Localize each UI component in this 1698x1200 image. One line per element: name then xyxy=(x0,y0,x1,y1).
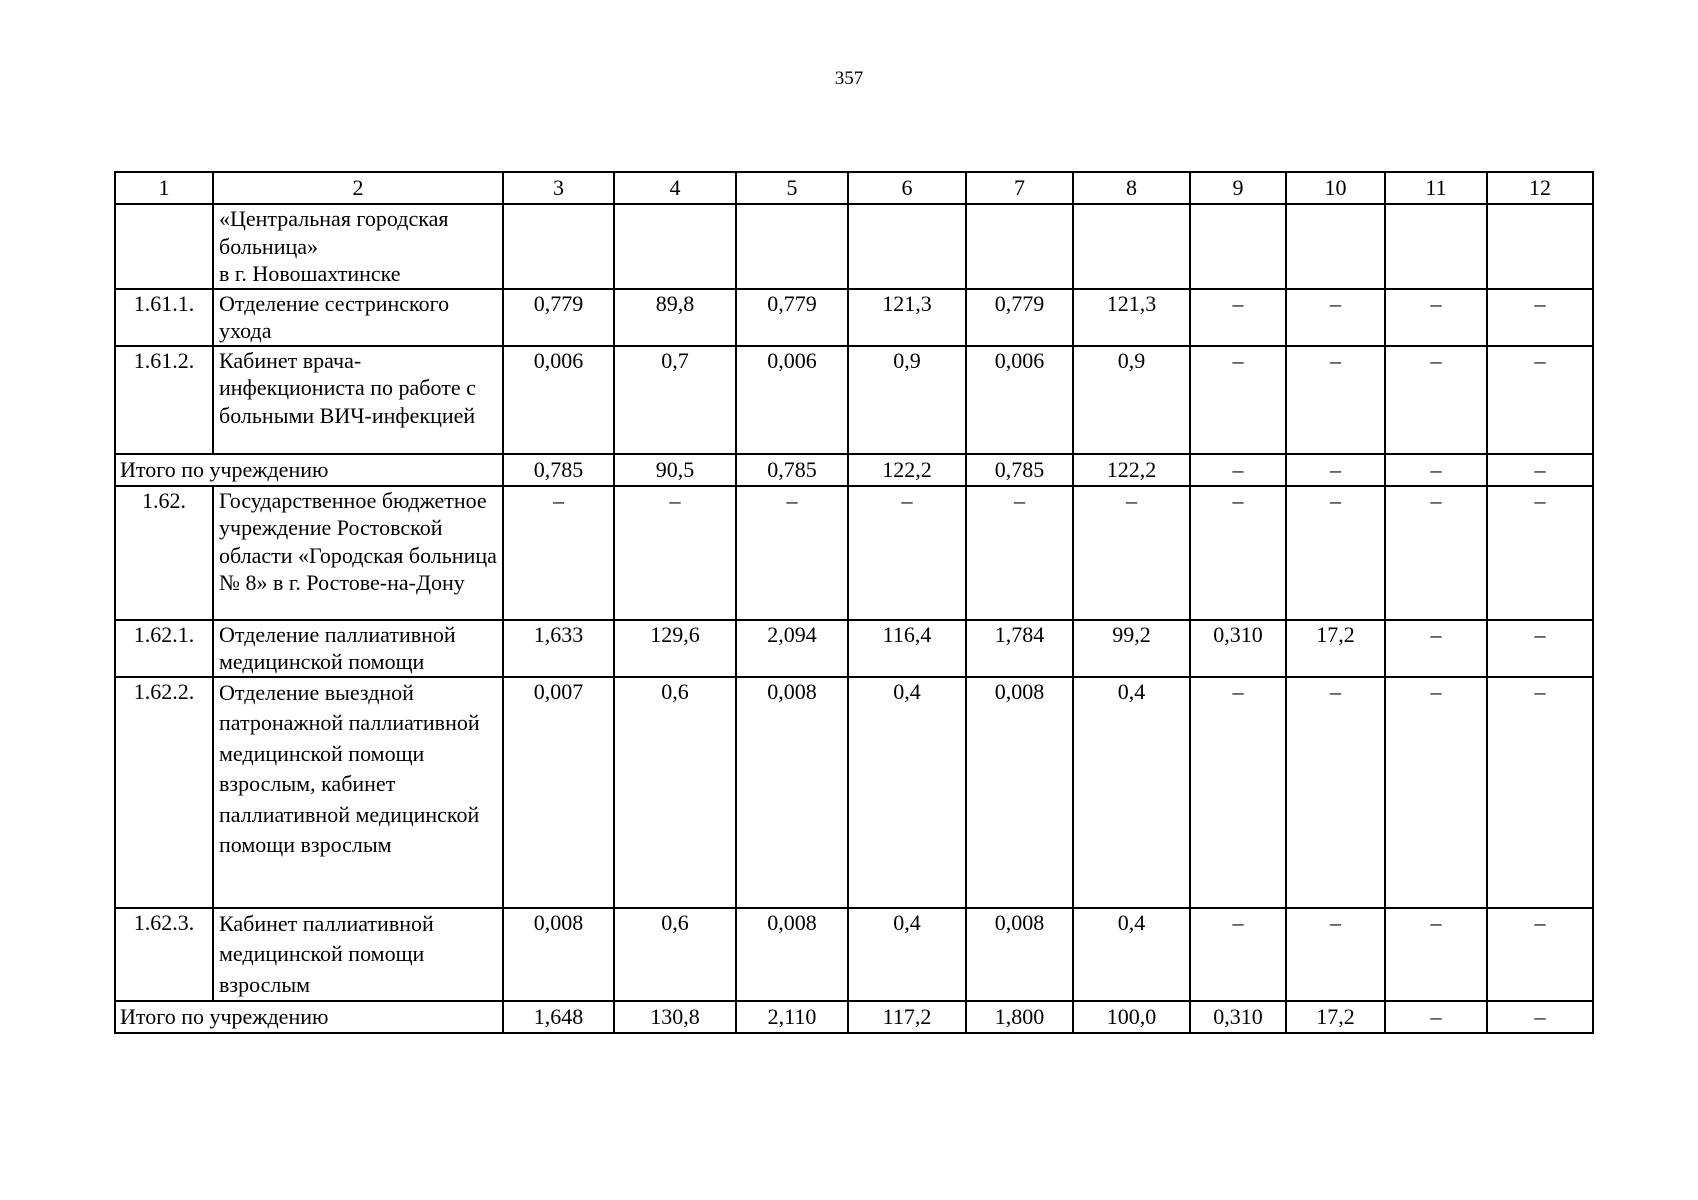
row-name: «Центральная городская больница» в г. Новошахтинске xyxy=(213,204,503,289)
column-header: 2 xyxy=(213,172,503,204)
value-cell: 0,008 xyxy=(736,908,848,1002)
value-cell: – xyxy=(1487,454,1593,486)
value-cell: – xyxy=(1286,677,1385,908)
column-header: 3 xyxy=(503,172,614,204)
value-cell: – xyxy=(1487,677,1593,908)
row-name: Государственное бюджетное учреждение Ростовской области «Городская больница № 8» в г. Ростове-на-Дону xyxy=(213,486,503,620)
value-cell: 0,007 xyxy=(503,677,614,908)
row-name: Отделение сестринского ухода xyxy=(213,289,503,346)
total-row xyxy=(115,454,1593,486)
value-cell: – xyxy=(1286,454,1385,486)
value-cell: 90,5 xyxy=(614,454,736,486)
value-cell: 121,3 xyxy=(848,289,966,346)
value-cell: – xyxy=(736,486,848,620)
value-cell xyxy=(1487,204,1593,289)
value-cell: 100,0 xyxy=(1073,1001,1190,1033)
value-cell: – xyxy=(1487,620,1593,677)
value-cell: 0,785 xyxy=(966,454,1073,486)
page-number: 357 xyxy=(834,68,864,89)
row-name: Кабинет паллиативной медицинской помощи взрослым xyxy=(213,908,503,1002)
value-cell: 121,3 xyxy=(1073,289,1190,346)
value-cell: 0,7 xyxy=(614,346,736,454)
row-name: Отделение паллиативной медицинской помощи xyxy=(213,620,503,677)
value-cell: 0,4 xyxy=(848,677,966,908)
value-cell: 129,6 xyxy=(614,620,736,677)
column-header: 1 xyxy=(115,172,213,204)
total-label: Итого по учреждению xyxy=(115,1001,503,1033)
value-cell: 0,6 xyxy=(614,908,736,1002)
value-cell: 0,785 xyxy=(736,454,848,486)
value-cell: 99,2 xyxy=(1073,620,1190,677)
data-table xyxy=(114,171,1594,1034)
value-cell: 0,4 xyxy=(1073,677,1190,908)
row-number: 1.62.2. xyxy=(115,677,213,908)
table-row xyxy=(115,289,1593,346)
value-cell: 0,008 xyxy=(736,677,848,908)
value-cell: 0,6 xyxy=(614,677,736,908)
column-header: 10 xyxy=(1286,172,1385,204)
value-cell: – xyxy=(1190,346,1286,454)
value-cell: – xyxy=(1190,677,1286,908)
value-cell: 1,648 xyxy=(503,1001,614,1033)
value-cell: 17,2 xyxy=(1286,620,1385,677)
column-header: 11 xyxy=(1385,172,1487,204)
value-cell: – xyxy=(1385,454,1487,486)
value-cell: 0,779 xyxy=(736,289,848,346)
value-cell: – xyxy=(1385,486,1487,620)
value-cell: 0,779 xyxy=(966,289,1073,346)
value-cell xyxy=(614,204,736,289)
value-cell: 122,2 xyxy=(848,454,966,486)
value-cell xyxy=(503,204,614,289)
value-cell: 0,4 xyxy=(1073,908,1190,1002)
value-cell: – xyxy=(1487,486,1593,620)
column-header: 6 xyxy=(848,172,966,204)
column-header: 7 xyxy=(966,172,1073,204)
value-cell xyxy=(736,204,848,289)
value-cell: 116,4 xyxy=(848,620,966,677)
column-header: 8 xyxy=(1073,172,1190,204)
row-name: Отделение выездной патронажной паллиативной медицинской помощи взрослым, кабинет паллиативной медицинской помощи взрослым xyxy=(213,677,503,908)
value-cell: – xyxy=(1286,908,1385,1002)
value-cell: – xyxy=(1487,289,1593,346)
table-row xyxy=(115,486,1593,620)
value-cell: 1,633 xyxy=(503,620,614,677)
value-cell: – xyxy=(1190,454,1286,486)
value-cell: 1,784 xyxy=(966,620,1073,677)
value-cell: – xyxy=(1286,486,1385,620)
row-number xyxy=(115,204,213,289)
value-cell: 0,006 xyxy=(736,346,848,454)
value-cell: – xyxy=(1385,1001,1487,1033)
value-cell: 1,800 xyxy=(966,1001,1073,1033)
value-cell: 0,008 xyxy=(966,677,1073,908)
value-cell xyxy=(966,204,1073,289)
value-cell: – xyxy=(1286,289,1385,346)
value-cell: – xyxy=(1286,346,1385,454)
value-cell: – xyxy=(1190,908,1286,1002)
value-cell: – xyxy=(1385,620,1487,677)
column-header: 5 xyxy=(736,172,848,204)
total-label: Итого по учреждению xyxy=(115,454,503,486)
value-cell: 0,9 xyxy=(1073,346,1190,454)
value-cell: – xyxy=(1487,1001,1593,1033)
column-header: 12 xyxy=(1487,172,1593,204)
value-cell: 0,006 xyxy=(966,346,1073,454)
table-row xyxy=(115,908,1593,1002)
column-header: 9 xyxy=(1190,172,1286,204)
total-row xyxy=(115,1001,1593,1033)
value-cell: – xyxy=(1385,908,1487,1002)
value-cell: 0,310 xyxy=(1190,620,1286,677)
value-cell xyxy=(1286,204,1385,289)
value-cell: 0,785 xyxy=(503,454,614,486)
row-name: Кабинет врача-инфекциониста по работе с больными ВИЧ-инфекцией xyxy=(213,346,503,454)
table-row xyxy=(115,620,1593,677)
value-cell xyxy=(1385,204,1487,289)
value-cell: 2,094 xyxy=(736,620,848,677)
value-cell: – xyxy=(1073,486,1190,620)
row-number: 1.62.3. xyxy=(115,908,213,1002)
value-cell: – xyxy=(1487,346,1593,454)
value-cell: – xyxy=(1385,346,1487,454)
value-cell: 17,2 xyxy=(1286,1001,1385,1033)
value-cell: – xyxy=(966,486,1073,620)
value-cell: 0,779 xyxy=(503,289,614,346)
value-cell: – xyxy=(503,486,614,620)
value-cell: 130,8 xyxy=(614,1001,736,1033)
value-cell: – xyxy=(848,486,966,620)
value-cell: 0,006 xyxy=(503,346,614,454)
table-row xyxy=(115,677,1593,908)
table-row xyxy=(115,346,1593,454)
value-cell: 0,4 xyxy=(848,908,966,1002)
value-cell: – xyxy=(614,486,736,620)
value-cell: – xyxy=(1385,289,1487,346)
column-header: 4 xyxy=(614,172,736,204)
table-row xyxy=(115,204,1593,289)
value-cell: 0,9 xyxy=(848,346,966,454)
value-cell: – xyxy=(1385,677,1487,908)
value-cell: – xyxy=(1190,289,1286,346)
value-cell xyxy=(1190,204,1286,289)
value-cell xyxy=(848,204,966,289)
value-cell: 0,310 xyxy=(1190,1001,1286,1033)
table-body xyxy=(115,204,1593,1033)
row-number: 1.62. xyxy=(115,486,213,620)
value-cell: 0,008 xyxy=(503,908,614,1002)
value-cell: 89,8 xyxy=(614,289,736,346)
value-cell: – xyxy=(1487,908,1593,1002)
value-cell: – xyxy=(1190,486,1286,620)
column-header-row xyxy=(115,172,1593,204)
value-cell xyxy=(1073,204,1190,289)
value-cell: 117,2 xyxy=(848,1001,966,1033)
row-number: 1.61.1. xyxy=(115,289,213,346)
row-number: 1.61.2. xyxy=(115,346,213,454)
value-cell: 2,110 xyxy=(736,1001,848,1033)
value-cell: 0,008 xyxy=(966,908,1073,1002)
row-number: 1.62.1. xyxy=(115,620,213,677)
value-cell: 122,2 xyxy=(1073,454,1190,486)
